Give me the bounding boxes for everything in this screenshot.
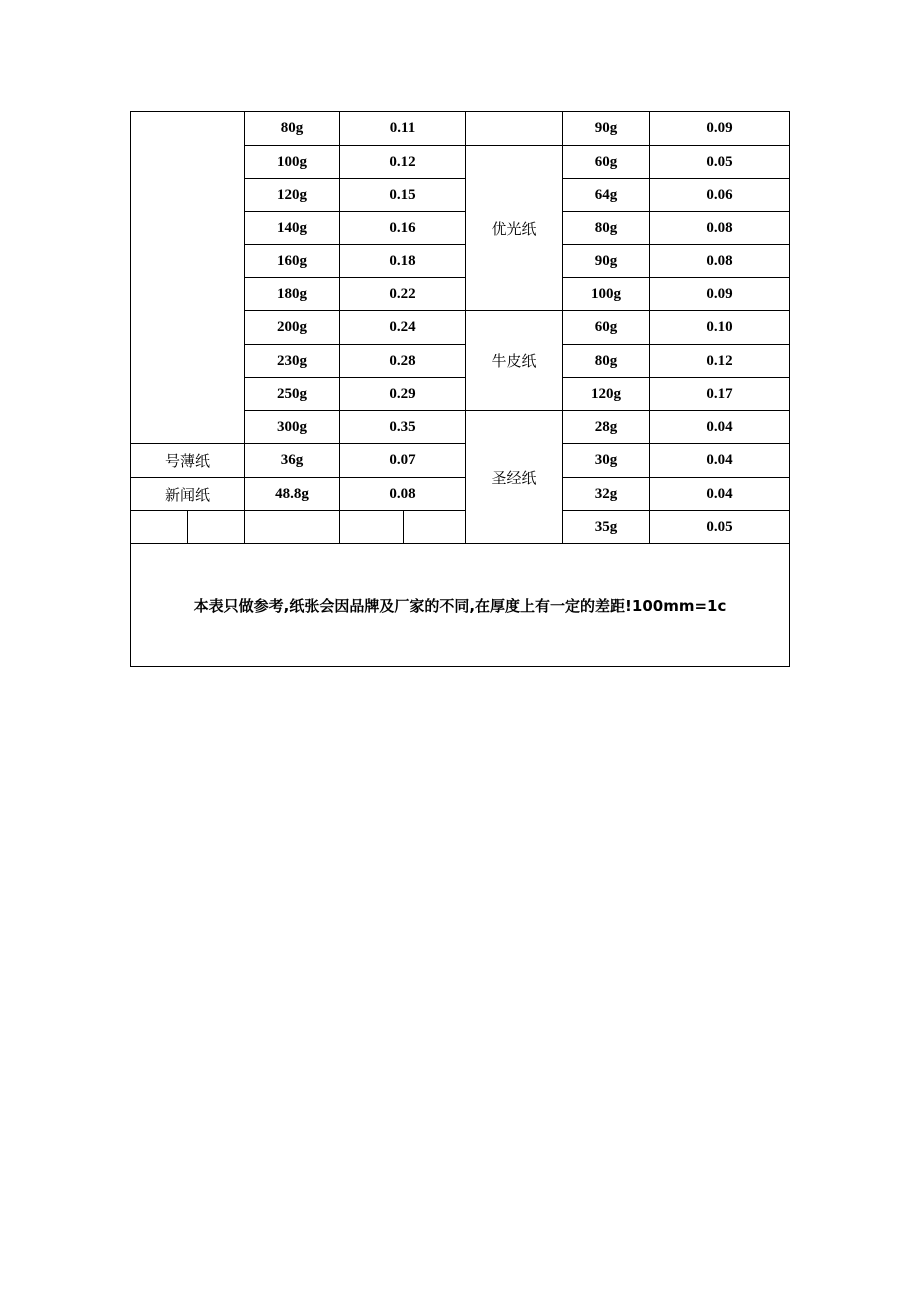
- weight-cell: 90g: [594, 252, 618, 269]
- thickness-cell: 0.22: [389, 285, 416, 302]
- weight-cell: 32g: [594, 485, 618, 502]
- weight-cell: 90g: [594, 120, 618, 136]
- thickness-cell: 0.08: [706, 252, 733, 269]
- weight-cell: 120g: [277, 186, 307, 203]
- paper-type-label: 优光纸: [491, 219, 537, 238]
- thickness-cell: 0.15: [389, 186, 416, 203]
- weight-cell: 80g: [594, 352, 618, 369]
- weight-cell: 28g: [594, 418, 618, 435]
- thickness-cell: 0.09: [706, 285, 733, 302]
- paper-type-label: 圣经纸: [491, 468, 537, 487]
- thickness-cell: 0.29: [389, 385, 416, 402]
- weight-cell: 250g: [277, 385, 307, 402]
- thickness-cell: 0.06: [706, 186, 733, 203]
- weight-cell: 200g: [277, 319, 307, 335]
- thickness-cell: 0.35: [389, 418, 416, 435]
- thickness-cell: 0.12: [389, 153, 416, 170]
- thickness-cell: 0.11: [389, 120, 416, 136]
- weight-cell: 180g: [277, 285, 307, 302]
- weight-cell: 160g: [277, 252, 307, 269]
- thickness-cell: 0.04: [706, 485, 733, 502]
- weight-cell: 120g: [591, 385, 621, 402]
- thickness-cell: 0.07: [389, 452, 416, 468]
- thickness-cell: 0.17: [706, 385, 733, 402]
- thickness-cell: 0.05: [706, 153, 733, 170]
- paper-type-label: 新闻纸: [164, 485, 210, 504]
- weight-cell: 80g: [280, 120, 304, 136]
- weight-cell: 48.8g: [275, 485, 309, 502]
- weight-cell: 80g: [594, 219, 618, 236]
- thickness-cell: 0.04: [706, 418, 733, 435]
- thickness-cell: 0.08: [706, 219, 733, 236]
- weight-cell: 36g: [280, 452, 304, 468]
- weight-cell: 35g: [594, 518, 618, 535]
- thickness-cell: 0.16: [389, 219, 416, 236]
- paper-type-label: 牛皮纸: [491, 352, 537, 370]
- weight-cell: 140g: [277, 219, 307, 236]
- thickness-cell: 0.10: [706, 319, 733, 335]
- thickness-cell: 0.24: [389, 319, 416, 335]
- weight-cell: 230g: [277, 352, 307, 369]
- thickness-cell: 0.12: [706, 352, 733, 369]
- thickness-cell: 0.08: [389, 485, 416, 502]
- weight-cell: 100g: [591, 285, 621, 302]
- thickness-cell: 0.18: [389, 252, 416, 269]
- reference-note: 本表只做参考,纸张会因品牌及厂家的不同,在厚度上有一定的差距!100mm=1c: [193, 597, 727, 615]
- thickness-cell: 0.09: [706, 120, 733, 136]
- weight-cell: 30g: [594, 452, 618, 468]
- thickness-cell: 0.04: [706, 452, 733, 468]
- weight-cell: 60g: [594, 153, 618, 170]
- weight-cell: 60g: [594, 319, 618, 335]
- paper-type-label: 号薄纸: [164, 452, 210, 470]
- thickness-cell: 0.28: [389, 352, 416, 369]
- weight-cell: 300g: [277, 418, 307, 435]
- weight-cell: 100g: [277, 153, 307, 170]
- weight-cell: 64g: [594, 186, 618, 203]
- thickness-cell: 0.05: [706, 518, 733, 535]
